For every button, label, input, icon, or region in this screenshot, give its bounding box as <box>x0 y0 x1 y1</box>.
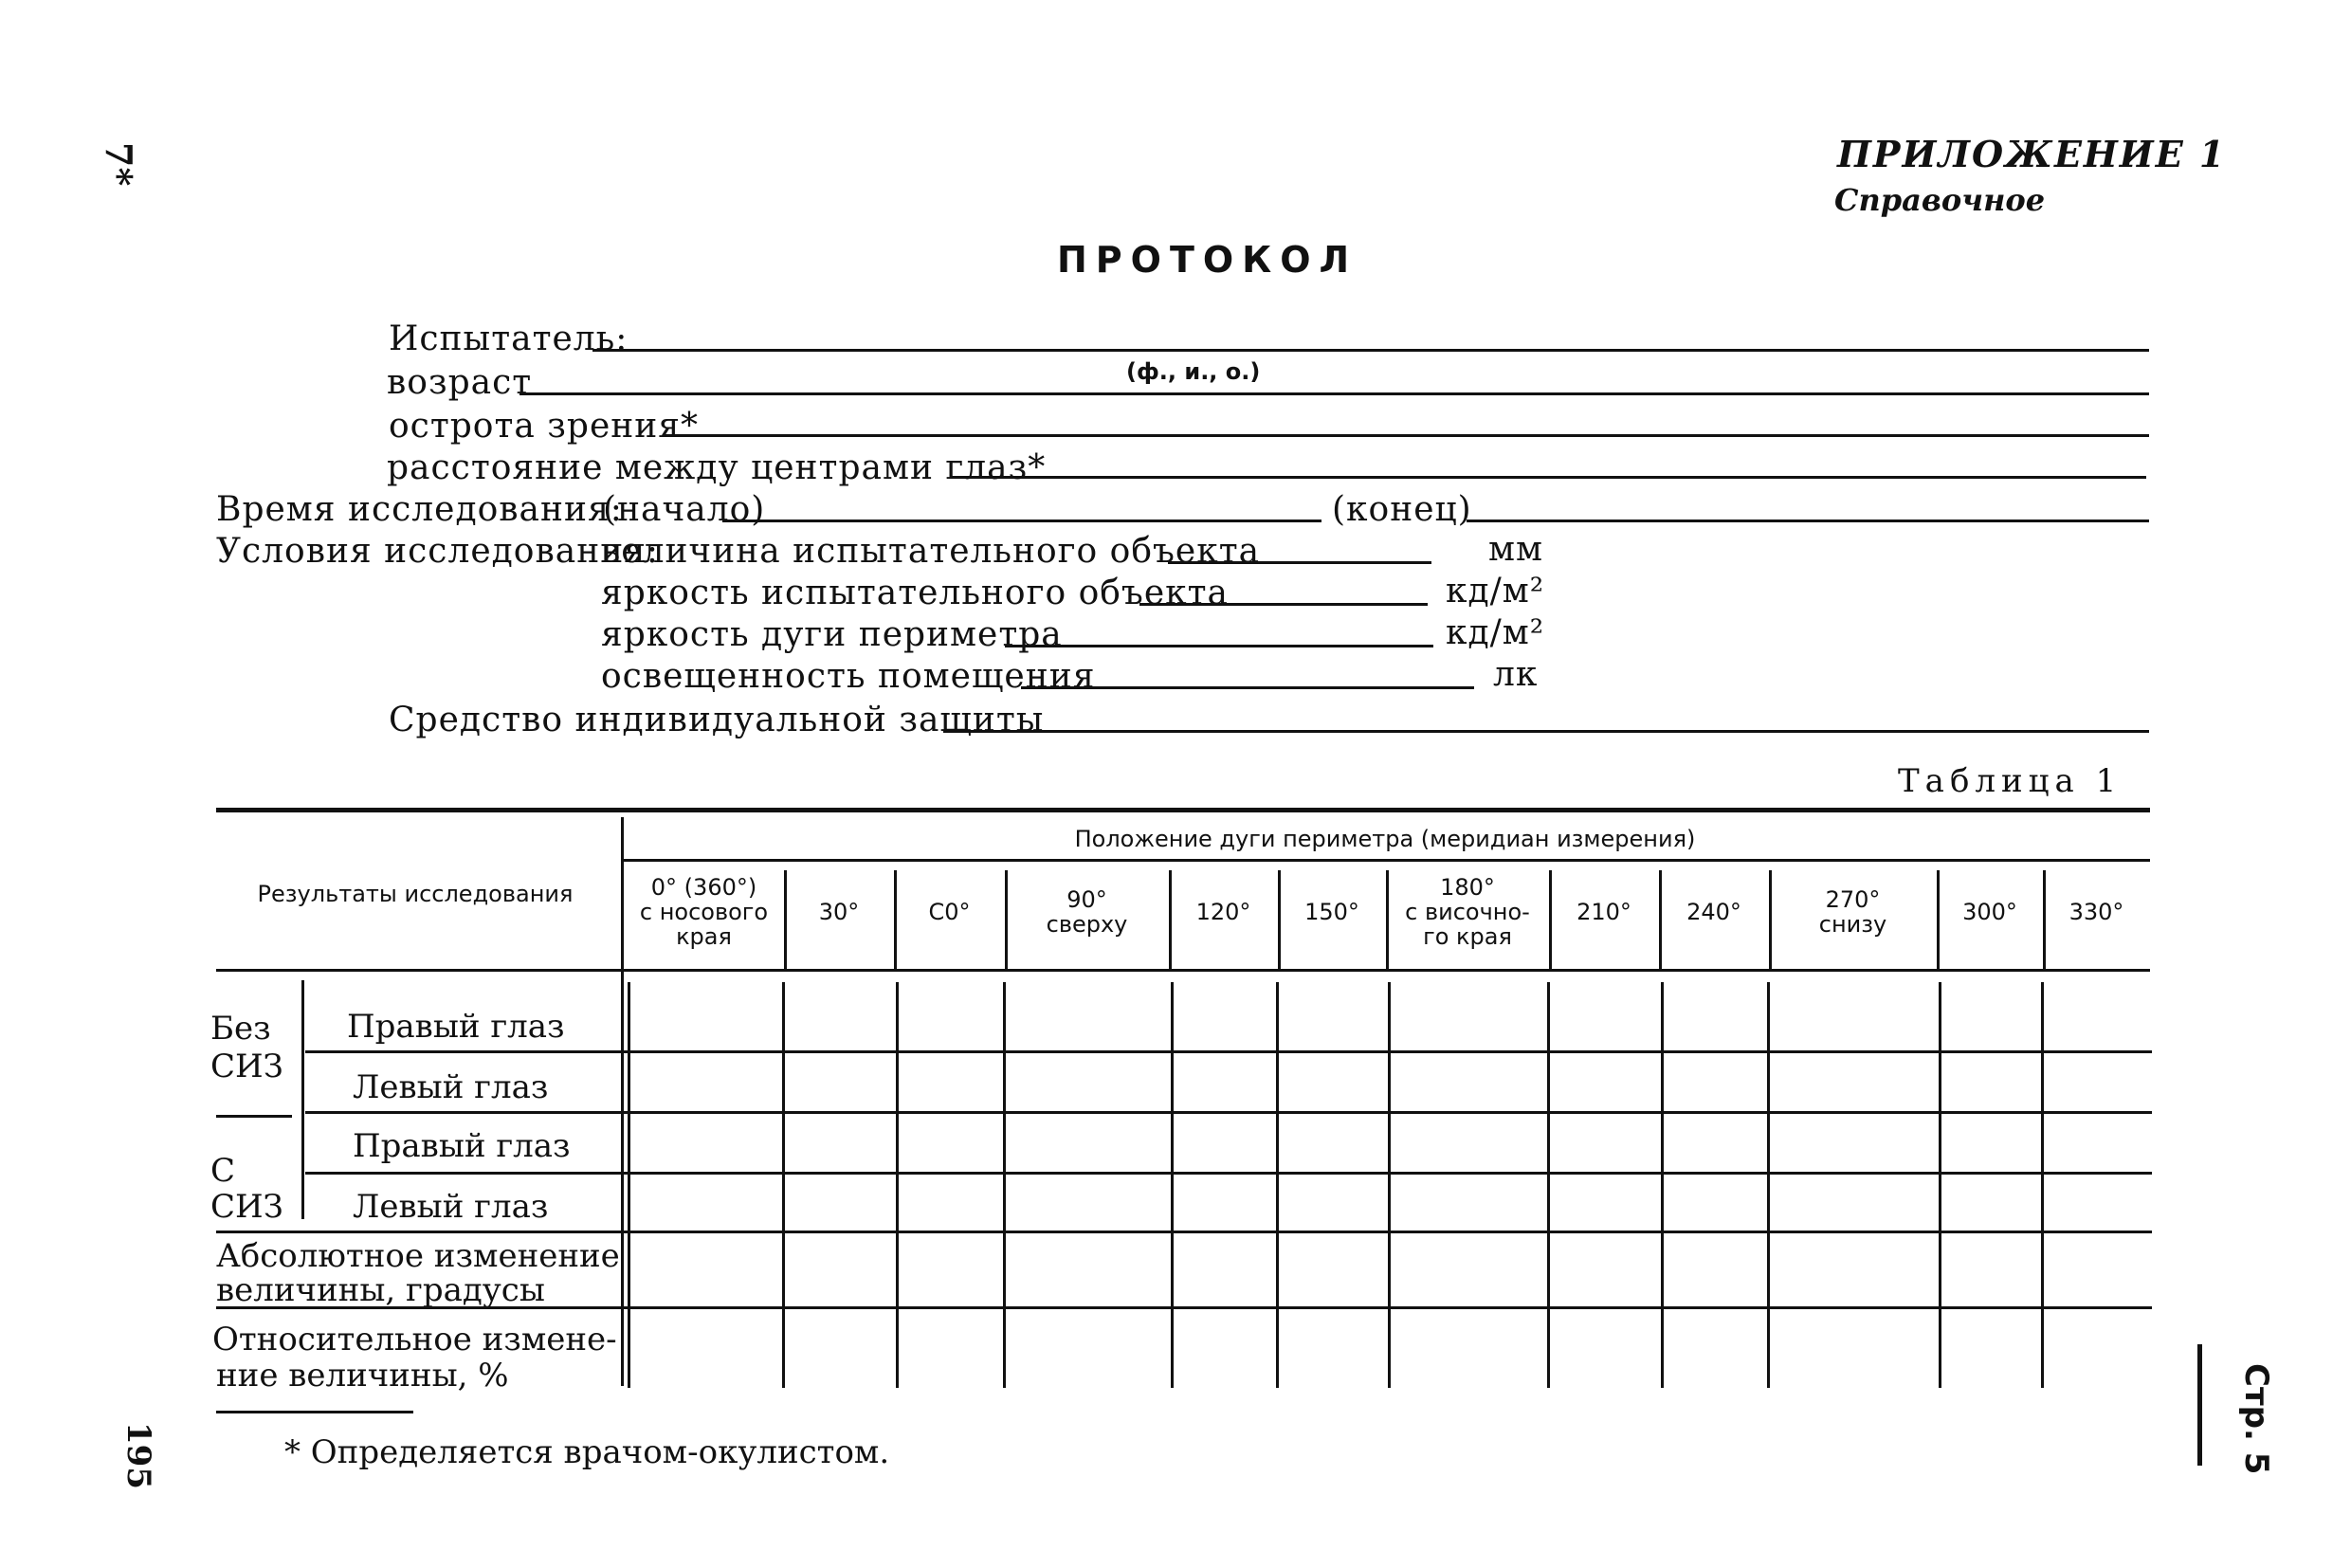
column-header-line: го края <box>1423 923 1512 950</box>
arc-brightness-label: яркость дуги периметра <box>601 615 1063 654</box>
row-label-left-eye-ppe: Левый глаз <box>353 1188 549 1226</box>
arc-brightness-unit: кд/м² <box>1446 613 1545 652</box>
column-header <box>2043 900 2150 924</box>
column-header-line: с височно- <box>1405 899 1530 925</box>
row-rule <box>216 1231 2152 1233</box>
end-field[interactable] <box>1467 520 2149 522</box>
row-label-right-eye-ppe: Правый глаз <box>353 1127 571 1165</box>
column-separator-header <box>1769 870 1772 969</box>
column-separator-header <box>1937 870 1940 969</box>
column-header-line: 150° <box>1304 899 1359 925</box>
start-field[interactable] <box>722 520 1321 522</box>
column-separator-header <box>1659 870 1662 969</box>
room-illuminance-label: освещенность помещения <box>601 657 1096 696</box>
column-header <box>1169 900 1278 924</box>
group-without-label-2: СИЗ <box>210 1048 283 1085</box>
row-label-abs-change-2: величины, градусы <box>216 1271 545 1309</box>
group-with-label-2: СИЗ <box>210 1188 283 1226</box>
tester-field[interactable] <box>592 349 2149 352</box>
column-separator-left <box>628 982 630 1388</box>
header-sub-rule <box>624 859 2150 862</box>
results-header: Результаты исследования <box>257 881 574 907</box>
group-with-label-1: С <box>210 1152 236 1190</box>
object-brightness-label: яркость испытательного объекта <box>601 574 1230 612</box>
row-rule <box>305 1111 2152 1114</box>
start-label: (начало) <box>603 490 766 529</box>
column-header-line: 330° <box>2069 899 2124 925</box>
column-separator-body <box>2041 982 2044 1388</box>
column-separator-header <box>1386 870 1389 969</box>
group-without-label-1: Без <box>210 1010 271 1048</box>
conditions-label: Условия исследования: <box>216 532 660 571</box>
page-label-rule <box>2197 1344 2202 1466</box>
appendix-subtitle: Справочное <box>1834 182 2046 218</box>
column-header <box>1937 900 2043 924</box>
column-separator-header <box>1549 870 1552 969</box>
column-header <box>894 900 1005 924</box>
column-separator-header <box>1278 870 1281 969</box>
table-caption: Таблица 1 <box>1898 762 2123 800</box>
object-size-label: величина испытательного объекта <box>601 532 1261 571</box>
column-header <box>1005 887 1169 937</box>
column-header-line: 120° <box>1195 899 1251 925</box>
row-label-rel-change-2: ние величины, % <box>216 1357 509 1395</box>
age-label: возраст <box>387 363 533 402</box>
column-header-line: 210° <box>1576 899 1631 925</box>
column-separator-body <box>1547 982 1550 1388</box>
column-separator-body <box>1388 982 1391 1388</box>
eye-distance-label: расстояние между центрами глаз* <box>387 448 1047 487</box>
column-header-line: с носового <box>639 899 769 925</box>
column-header-line: сверху <box>1046 911 1128 938</box>
corner-mark: 7* <box>98 142 140 187</box>
arc-position-header: Положение дуги периметра (меридиан измерения) <box>1074 826 1696 852</box>
ppe-field[interactable] <box>943 730 2149 733</box>
column-separator-body <box>1767 982 1770 1388</box>
column-header <box>1549 900 1659 924</box>
row-label-left-eye: Левый глаз <box>353 1068 549 1106</box>
column-separator-header <box>1169 870 1172 969</box>
object-size-unit: мм <box>1488 530 1544 569</box>
column-header-line: 240° <box>1686 899 1741 925</box>
column-header <box>1769 887 1937 937</box>
column-separator-header <box>1005 870 1008 969</box>
row-rule <box>305 1050 2152 1053</box>
column-separator-body <box>1939 982 1941 1388</box>
column-header <box>1278 900 1386 924</box>
table-top-rule <box>216 808 2150 812</box>
column-header <box>1386 875 1549 949</box>
group-separator <box>216 1115 292 1118</box>
end-label: (конец) <box>1332 490 1472 529</box>
row-rule <box>305 1172 2152 1175</box>
column-header-line: снизу <box>1818 911 1887 938</box>
study-time-label: Время исследования: <box>216 490 623 529</box>
eye-distance-field[interactable] <box>950 476 2146 479</box>
column-header-line: края <box>676 923 732 950</box>
column-separator-body <box>1276 982 1279 1388</box>
group-divider <box>301 980 304 1219</box>
column-separator-body <box>1661 982 1664 1388</box>
column-separator-header <box>894 870 897 969</box>
object-size-field[interactable] <box>1168 561 1431 564</box>
tester-label: Испытатель: <box>389 319 629 358</box>
column-header-line: 270° <box>1825 886 1881 913</box>
footnote: * Определяется врачом-окулистом. <box>284 1433 890 1471</box>
room-illuminance-unit: лк <box>1493 655 1539 694</box>
column-separator-body <box>1171 982 1174 1388</box>
footnote-rule <box>216 1411 413 1413</box>
column-header-line: 0° (360°) <box>650 874 757 901</box>
row-label-rel-change-1: Относительное измене- <box>212 1321 617 1358</box>
page-number: 195 <box>119 1422 157 1489</box>
visual-acuity-field[interactable] <box>664 434 2149 437</box>
column-header <box>1659 900 1769 924</box>
column-header-line: 180° <box>1440 874 1495 901</box>
column-separator-header <box>2043 870 2046 969</box>
column-separator-body <box>1003 982 1006 1388</box>
age-field[interactable] <box>519 392 2149 395</box>
arc-brightness-field[interactable] <box>1005 645 1433 647</box>
column-header <box>784 900 894 924</box>
column-header-line: C0° <box>928 899 971 925</box>
column-header <box>624 875 784 949</box>
header-bottom-rule <box>216 969 2150 972</box>
column-separator-body <box>896 982 899 1388</box>
object-brightness-unit: кд/м² <box>1446 572 1545 611</box>
column-separator-header <box>784 870 787 969</box>
row-label-right-eye: Правый глаз <box>347 1008 565 1046</box>
column-header-line: 30° <box>818 899 860 925</box>
column-header-line: 90° <box>1066 886 1107 913</box>
column-separator-body <box>782 982 785 1388</box>
object-brightness-field[interactable] <box>1139 603 1428 606</box>
visual-acuity-label: острота зрения* <box>389 407 699 446</box>
appendix-title: ПРИЛОЖЕНИЕ 1 <box>1837 133 2227 175</box>
column-header-line: 300° <box>1962 899 2017 925</box>
page-label: Стр. 5 <box>2237 1363 2275 1475</box>
ppe-label: Средство индивидуальной защиты <box>389 701 1045 739</box>
room-illuminance-field[interactable] <box>1021 686 1474 689</box>
document-title: ПРОТОКОЛ <box>1057 239 1358 281</box>
fio-hint: (ф., и., о.) <box>1126 358 1261 385</box>
row-label-abs-change-1: Абсолютное изменение <box>216 1237 620 1275</box>
